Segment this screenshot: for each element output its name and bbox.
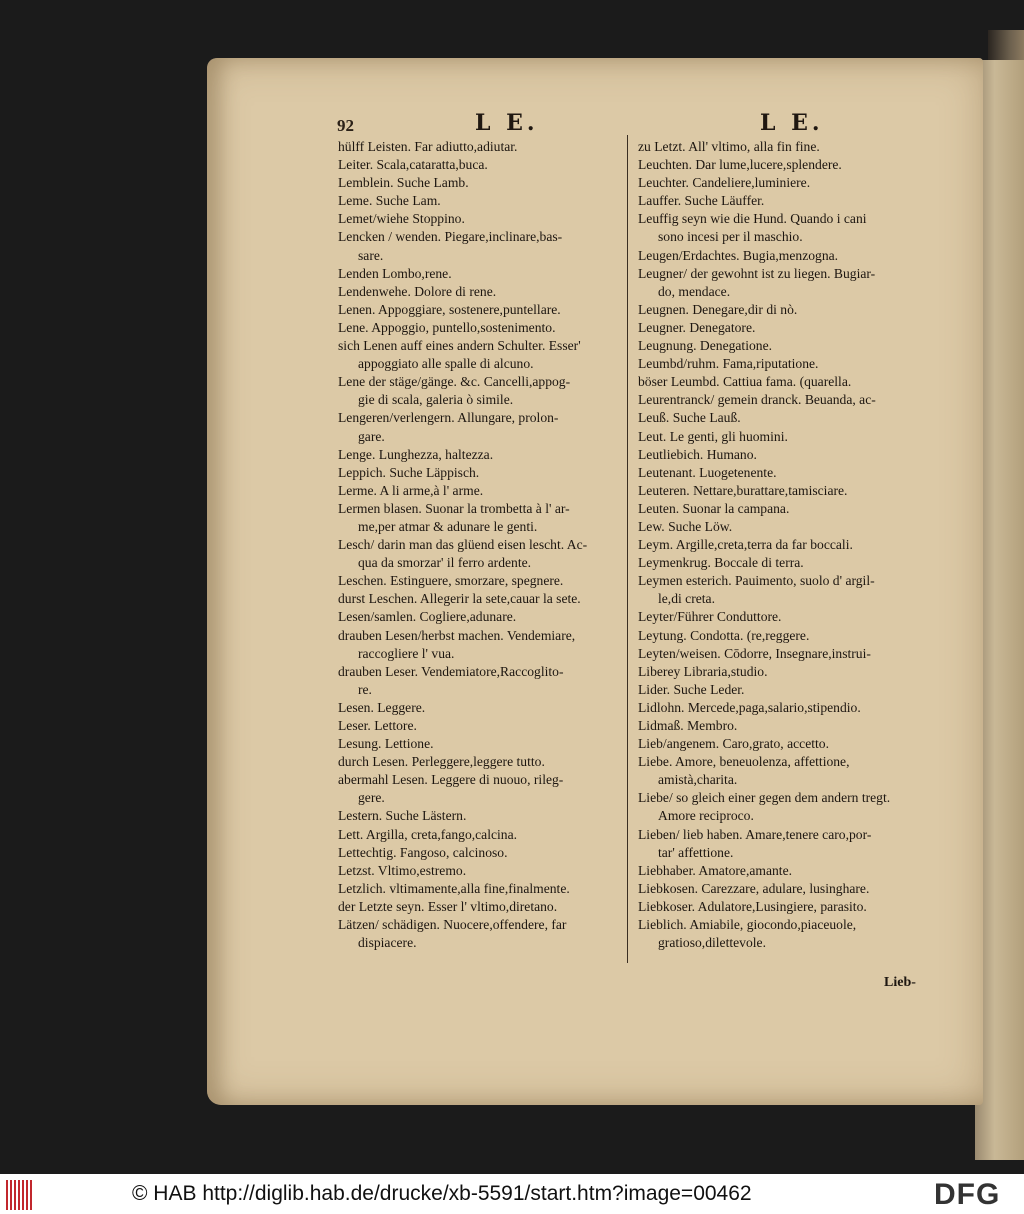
running-head-left: L E.: [475, 110, 539, 136]
entry-line: durch Lesen. Perleggere,leggere tutto.: [338, 754, 545, 770]
entry-line: Amore reciproco.: [658, 808, 754, 824]
entry-line: Leuteren. Nettare,burattare,tamisciare.: [638, 482, 848, 498]
entry-line: Leumbd/ruhm. Fama,riputatione.: [638, 356, 819, 372]
entry-line: Leppich. Suche Läppisch.: [338, 464, 480, 480]
entry-line: Liebkosen. Carezzare, adulare, lusinghare.: [638, 880, 870, 896]
entry-line: Lesen/samlen. Cogliere,adunare.: [338, 609, 517, 625]
entry-line: Leyter/Führer Conduttore.: [638, 609, 782, 625]
entry-line: Lene. Appoggio, puntello,sostenimento.: [338, 319, 556, 335]
entry-line: durst Leschen. Allegerir la sete,cauar la sete.: [338, 591, 581, 607]
entry-line: appoggiato alle spalle di alcuno.: [358, 356, 534, 372]
entry-line: Leugner/ der gewohnt ist zu liegen. Bugiar-: [638, 265, 876, 281]
entry-line: Lemblein. Suche Lamb.: [338, 175, 469, 191]
entry-line: Lettechtig. Fangoso, calcinoso.: [338, 844, 508, 860]
entry-line: sare.: [358, 247, 384, 263]
entry-line: dispiacere.: [358, 935, 417, 951]
entry-line: Lenden Lombo,rene.: [338, 265, 452, 281]
entry-line: Lengeren/verlengern. Allungare, prolon-: [338, 410, 559, 426]
entry-line: Lider. Suche Leder.: [638, 681, 745, 697]
entry-line: drauben Leser. Vendemiatore,Raccoglito-: [338, 663, 564, 679]
entry-line: Lieben/ lieb haben. Amare,tenere caro,por-: [638, 826, 872, 842]
entry-line: der Letzte seyn. Esser l' vltimo,diretano.: [338, 898, 558, 914]
entry-line: Lerme. A li arme,à l' arme.: [338, 482, 484, 498]
entry-line: Lieb/angenem. Caro,grato, accetto.: [638, 736, 829, 752]
entry-line: Lencken / wenden. Piegare,inclinare,bas-: [338, 229, 563, 245]
entry-line: Liebkoser. Adulatore,Lusingiere, parasito.: [638, 898, 867, 914]
entry-line: gratioso,dilettevole.: [658, 935, 766, 951]
entry-line: Leugner. Denegatore.: [638, 319, 756, 335]
right-column: [638, 138, 890, 952]
entry-line: Lendenwehe. Dolore di rene.: [338, 283, 497, 299]
entry-line: qua da smorzar' il ferro ardente.: [358, 555, 532, 571]
entry-line: Leugnen. Denegare,dir di nò.: [638, 301, 798, 317]
entry-line: Leym. Argille,creta,terra da far boccali.: [638, 537, 853, 553]
entry-line: zu Letzt. All' vltimo, alla fin fine.: [638, 139, 820, 154]
entry-line: Lemet/wiehe Stoppino.: [338, 211, 465, 227]
entry-line: Leuten. Suonar la campana.: [638, 500, 790, 516]
entry-line: amistà,charita.: [658, 772, 738, 788]
entry-line: Lew. Suche Löw.: [638, 518, 733, 534]
entry-line: sono incesi per il maschio.: [658, 229, 803, 245]
entry-line: Lieblich. Amiabile, giocondo,piaceuole,: [638, 917, 857, 933]
entry-line: Lene der stäge/gänge. &c. Cancelli,appog-: [338, 374, 571, 390]
left-column: [338, 138, 587, 952]
entry-line: gie di scala, galeria ò simile.: [358, 392, 514, 408]
entry-line: Leutenant. Luogetenente.: [638, 464, 777, 480]
entry-line: le,di creta.: [658, 591, 715, 607]
entry-line: Lidmaß. Membro.: [638, 718, 738, 733]
entry-line: me,per atmar & adunare le genti.: [358, 518, 538, 534]
entry-line: Lermen blasen. Suonar la trombetta à l' ar-: [338, 500, 570, 516]
entry-line: Leser. Lettore.: [338, 718, 417, 733]
entry-line: Leymenkrug. Boccale di terra.: [638, 555, 804, 571]
entry-line: Lauffer. Suche Läuffer.: [638, 193, 765, 209]
entry-line: Leuß. Suche Lauß.: [638, 410, 741, 426]
entry-line: Leutliebich. Humano.: [638, 446, 757, 462]
entry-line: Lätzen/ schädigen. Nuocere,offendere, far: [338, 917, 567, 933]
entry-line: Leuchter. Candeliere,luminiere.: [638, 175, 811, 191]
page-number: 92: [337, 116, 354, 135]
entry-line: Leiter. Scala,cataratta,buca.: [338, 157, 488, 173]
entry-line: Lesung. Lettione.: [338, 736, 434, 752]
entry-line: Lesch/ darin man das glüend eisen lescht. Ac-: [338, 537, 588, 553]
hab-barcode-icon: [6, 1180, 34, 1210]
entry-line: Leme. Suche Lam.: [338, 193, 441, 209]
entry-line: Lenge. Lunghezza, haltezza.: [338, 446, 494, 462]
entry-line: Leschen. Estinguere, smorzare, spegnere.: [338, 573, 564, 589]
entry-line: sich Lenen auff eines andern Schulter. Esser': [338, 338, 581, 354]
entry-line: Leytung. Condotta. (re,reggere.: [638, 627, 810, 643]
entry-line: Liebe/ so gleich einer gegen dem andern tregt.: [638, 790, 891, 806]
entry-line: Liberey Libraria,studio.: [638, 663, 768, 679]
entry-line: Liebe. Amore, beneuolenza, affettione,: [638, 754, 850, 770]
entry-line: Lett. Argilla, creta,fango,calcina.: [338, 826, 518, 842]
entry-line: raccogliere l' vua.: [358, 645, 455, 661]
entry-line: Letzlich. vltimamente,alla fine,finalmente.: [338, 880, 570, 896]
entry-line: Leymen esterich. Pauimento, suolo d' argil-: [638, 573, 875, 589]
entry-line: Lenen. Appoggiare, sostenere,puntellare.: [338, 301, 561, 317]
dfg-logo: DFG: [934, 1178, 1001, 1211]
entry-line: re.: [358, 681, 372, 697]
entry-line: gere.: [358, 790, 385, 806]
entry-line: Leut. Le genti, gli huomini.: [638, 428, 788, 444]
entry-line: böser Leumbd. Cattiua fama. (quarella.: [638, 374, 852, 390]
entry-line: Leurentranck/ gemein dranck. Beuanda, ac-: [638, 392, 876, 408]
entry-line: gare.: [358, 428, 385, 444]
entry-line: Lestern. Suche Lästern.: [338, 808, 467, 824]
entry-line: hülff Leisten. Far adiutto,adiutar.: [338, 139, 518, 154]
entry-line: Letzst. Vltimo,estremo.: [338, 862, 467, 878]
entry-line: abermahl Lesen. Leggere di nuouo, rileg-: [338, 772, 564, 788]
entry-line: tar' affettione.: [658, 844, 734, 860]
entry-line: do, mendace.: [658, 283, 731, 299]
entry-line: Leugen/Erdachtes. Bugia,menzogna.: [638, 247, 839, 263]
entry-line: Leugnung. Denegatione.: [638, 338, 773, 354]
entry-line: Lesen. Leggere.: [338, 699, 426, 715]
footer-copyright-link[interactable]: © HAB http://diglib.hab.de/drucke/xb-5591/start.htm?image=00462: [132, 1182, 752, 1205]
column-divider: [627, 135, 628, 963]
running-head-right: L E.: [760, 110, 824, 136]
entry-line: Leuchten. Dar lume,lucere,splendere.: [638, 157, 842, 173]
entry-line: drauben Lesen/herbst machen. Vendemiare,: [338, 627, 576, 643]
entry-line: Leyten/weisen. Cōdorre, Insegnare,instrui-: [638, 645, 871, 661]
catchword: Lieb-: [884, 975, 916, 990]
entry-line: Lidlohn. Mercede,paga,salario,stipendio.: [638, 699, 861, 715]
entry-line: Liebhaber. Amatore,amante.: [638, 862, 792, 878]
entry-line: Leuffig seyn wie die Hund. Quando i cani: [638, 211, 867, 227]
